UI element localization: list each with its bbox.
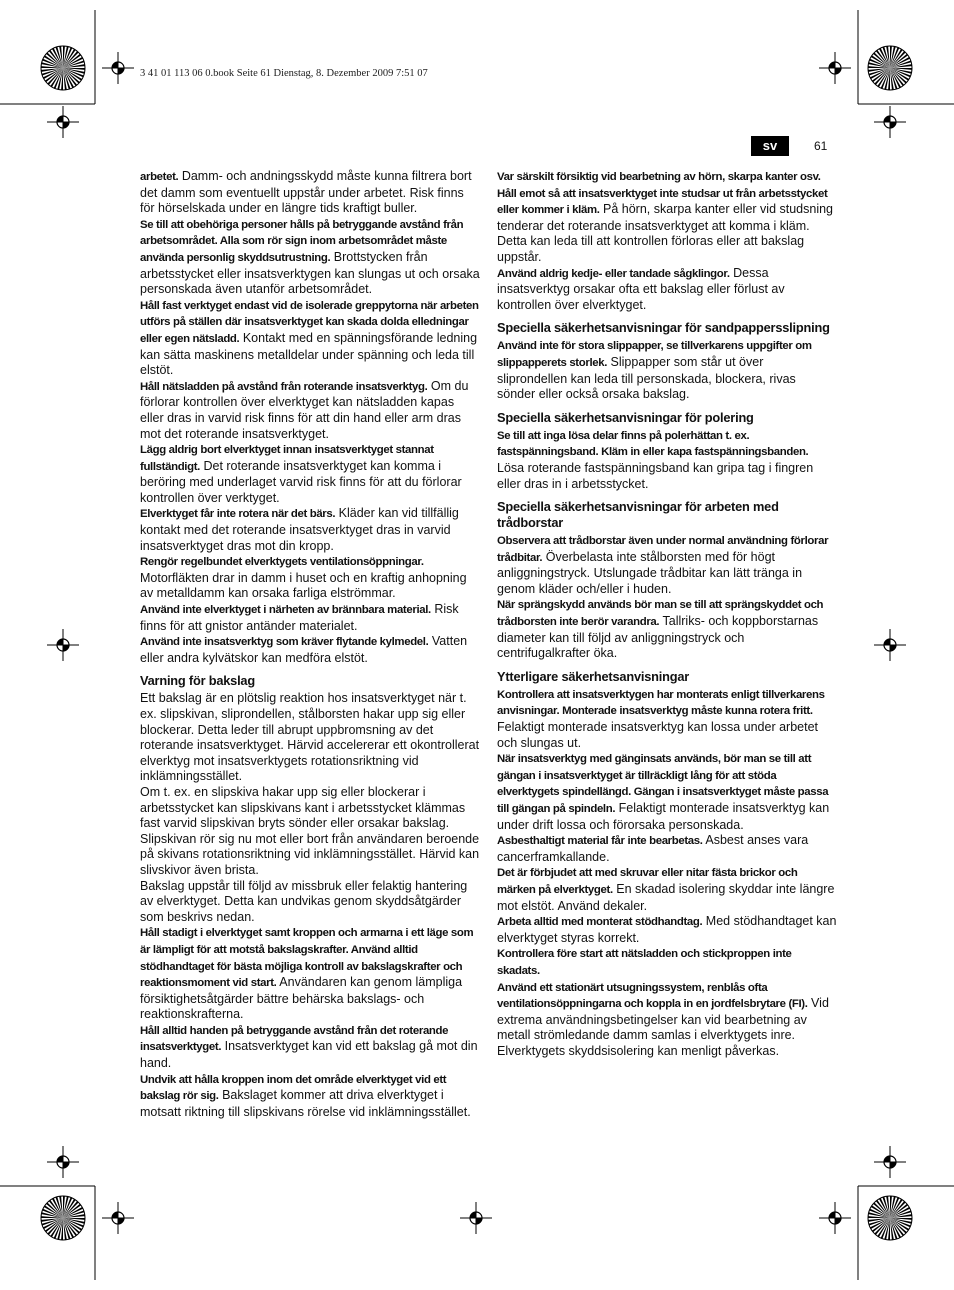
paragraph-lead: Var särskilt försiktig vid bearbetning av hörn, skarpa kanter osv. Håll emot så att insatsverktyget inte studsar ut från arbetsstycket eller kommer i kläm.	[497, 171, 828, 217]
paragraph-body: Användaren kan genom lämpliga försiktighetsåtgärder bättre behärska bakslags- och reaktionskrafterna.	[140, 975, 463, 1022]
paragraph-body: Ett bakslag är en plötslig reaktion hos insatsverktyget när t. ex. slipskivan, sliprondellen, stålborsten hakar upp sig eller blockerar. Detta leder till abrupt uppbromsning av det roterande insatsverktyget. Härvid accelererar ett okontrollerat elverktyg mot insatsverktygets rotationsriktning vid inklämningsstället.	[140, 691, 480, 784]
paragraph-lead: Asbesthaltigt material får inte bearbetas.	[497, 835, 703, 848]
paragraph-lead: Använd ett stationärt utsugningssystem, renblås ofta ventilationsöppningarna och koppla in en jordfelsbrytare (FI).	[497, 981, 808, 1011]
paragraph-lead: Använd inte insatsverktyg som kräver flytande kylmedel.	[140, 636, 429, 649]
book-header-line: 3 41 01 113 06 0.book Seite 61 Dienstag, 8. Dezember 2009 7:51 07	[140, 68, 428, 79]
starburst-mark	[41, 46, 85, 90]
starburst-mark	[41, 1196, 85, 1240]
paragraph-body: Om t. ex. en slipskiva hakar upp sig eller blockerar i arbetsstycket kan slipskivans kant i arbetsstycket klämmas fast varvid slipskivan bryts sönder eller orsakar bakslag. Slipskivan rör sig nu mot eller bort från användaren beroende på skivans rotationsriktning vid inklämningsstället. Härvid kan slivskivor även brista.	[140, 784, 480, 877]
paragraph-lead: Håll stadigt i elverktyget samt kroppen och armarna i ett läge som är lämpligt för att motstå bakslagskrafter. Använd alltid stödhandtaget för bästa möjliga kontroll av bakslagskrafter och reaktionsmoment vid start.	[140, 927, 474, 990]
paragraph	[497, 428, 837, 492]
paragraph-body: Risk finns för att gnistor antänder materialet.	[140, 602, 459, 633]
paragraph-body: Det roterande insatsverktyget kan komma i beröring med underlaget varvid risk finns för att du förlorar kontrollen över verktyget.	[140, 458, 462, 505]
paragraph-body: Vid extrema användningsbetingelser kan vid bearbetning av metall strömledande damm samlas i elverktygets inre. Elverktygets skyddsisolering kan menligt påverkas.	[497, 996, 829, 1058]
paragraph	[497, 338, 837, 402]
paragraph-lead: Observera att trådborstar även under normal användning förlorar trådbitar.	[497, 535, 829, 564]
paragraph-body: Lösa roterande fastspänningsband kan gripa tag i fingren eller dras in i arbetsstycket.	[497, 460, 814, 491]
paragraph-body: Bakslaget kommer att driva elverktyget i motsatt riktning till slipskivans rörelse vid inklämningsstället.	[140, 1088, 471, 1119]
paragraph	[140, 442, 480, 506]
paragraph-lead: När insatsverktyg med gänginsats används, bör man se till att gängan i insatsverktyget är tillräckligt lång för att stöda elverktygets spindellängd. Gängan i insatsverktyget måste passa till gängan på spindeln.	[497, 753, 829, 815]
paragraph	[497, 833, 837, 865]
paragraph	[497, 687, 837, 751]
paragraph-body: Om du förlorar kontrollen över elverktyget kan nätsladden kapas eller dras in varvid risk finns för att din hand eller arm dras mot det roterande insatsverktyget.	[140, 378, 469, 441]
paragraph	[140, 1072, 480, 1121]
paragraph	[497, 865, 837, 914]
paragraph-lead: Håll nätsladden på avstånd från roterande insatsverktyg.	[140, 380, 428, 393]
paragraph-body: Insatsverktyget kan vid ett bakslag gå mot din hand.	[140, 1039, 478, 1071]
paragraph-body: Brottstycken från arbetsstycket eller insatsverktygen kan slungas ut och orsaka personskada även utanför arbetsområdet.	[140, 249, 480, 297]
paragraph	[140, 379, 480, 442]
paragraph	[497, 946, 837, 979]
paragraph-lead: Kontrollera före start att nätsladden och stickproppen inte skadats.	[497, 948, 792, 977]
paragraph-lead: Håll alltid handen på betryggande avstånd från det roterande insatsverktyget.	[140, 1024, 449, 1054]
paragraph-body: Motorfläkten drar in damm i huset och en kraftig anhopning av metalldamm kan orsaka farliga elströmmar.	[140, 570, 467, 601]
paragraph-body: På hörn, skarpa kanter eller vid studsning tenderar det roterande insatsverktyget att komma i kläm. Detta kan leda till att kontrollen förloras eller att bakslag uppstår.	[497, 202, 834, 264]
paragraph-lead: Arbeta alltid med monterat stödhandtag.	[497, 916, 703, 929]
paragraph	[140, 554, 480, 602]
paragraph-body: Med stödhandtaget kan elverktyget styras korrekt.	[497, 914, 837, 945]
paragraph	[140, 169, 480, 217]
paragraph	[497, 751, 837, 833]
paragraph	[497, 914, 837, 946]
paragraph	[140, 785, 480, 879]
paragraph-lead: Kontrollera att insatsverktygen har monterats enligt tillverkarens anvisningar. Monterade insatsverktyg måste kunna rotera fritt.	[497, 688, 825, 718]
paragraph	[140, 602, 480, 634]
paragraph-lead: arbetet.	[140, 171, 179, 183]
left-text-column	[140, 169, 480, 1120]
paragraph-body: Dessa insatsverktyg orsakar ofta ett bakslag eller förlust av kontrollen över elverktyget.	[497, 265, 785, 312]
paragraph-body: Kontakt med en spänningsförande ledning kan sätta maskinens metalldelar under spänning och leda till elstöt.	[140, 330, 478, 378]
paragraph-lead: Det är förbjudet att med skruvar eller nitar fästa brickor och märken på elverktyget.	[497, 867, 798, 896]
paragraph-lead: Använd aldrig kedje- eller tandade sågklingor.	[497, 267, 730, 280]
paragraph-body: Felaktigt monterade insatsverktyg kan lossa under arbetet och slungas ut.	[497, 720, 819, 750]
paragraph-lead: Använd inte för stora slippapper, se tillverkarens uppgifter om slippapperets storlek.	[497, 340, 812, 369]
paragraph-lead: Håll fast verktyget endast vid de isolerade greppytorna när arbeten utförs på ställen där insatsverktyget kan skada dolda elledningar eller egen nätsladd.	[140, 299, 479, 345]
paragraph	[497, 597, 837, 661]
paragraph-body: Felaktigt monterade insatsverktyg kan under drift lossa och förorsaka personskada.	[497, 801, 830, 832]
language-tab: sv	[751, 136, 789, 156]
paragraph-body: Damm- och andningsskydd måste kunna filtrera bort det damm som eventuellt uppstår under arbetet. Risk finns för hörselskada under en längre tids kraftigt buller.	[140, 169, 472, 216]
paragraph	[497, 980, 837, 1060]
paragraph-lead: Se till att obehöriga personer hålls på betryggande avstånd från arbetsområdet. Alla som rör sign inom arbetsområdet måste använda personlig skyddsutrustning.	[140, 218, 464, 264]
paragraph	[140, 298, 480, 379]
section-heading: Speciella säkerhetsanvisningar för arbeten med trådborstar	[497, 499, 779, 531]
paragraph	[497, 169, 837, 266]
paragraph-body: Kläder kan vid tillfällig kontakt med det roterande insatsverktyget dras in varvid insatsverktyget dras mot din kropp.	[140, 506, 459, 553]
section-heading: Speciella säkerhetsanvisningar för sandpappersslipning	[497, 320, 830, 336]
paragraph	[140, 506, 480, 554]
section-heading: Varning för bakslag	[140, 673, 255, 689]
paragraph-lead: Elverktyget får inte rotera när det bärs.	[140, 508, 336, 521]
paragraph-lead: Använd inte elverktyget i närheten av brännbara material.	[140, 604, 431, 617]
paragraph-body: Bakslag uppstår till följd av missbruk eller felaktig hantering av elverktyget. Detta kan undvikas genom skyddsåtgärder som beskrivs nedan.	[140, 878, 468, 924]
starburst-mark	[868, 1196, 912, 1240]
paragraph	[497, 533, 837, 597]
paragraph	[140, 634, 480, 666]
paragraph-lead: Se till att inga lösa delar finns på polerhättan t. ex. fastspänningsband. Kläm in eller kapa fastspänningsbanden.	[497, 429, 809, 459]
paragraph-lead: Lägg aldrig bort elverktyget innan insatsverktyget stannat fullständigt.	[140, 444, 434, 473]
paragraph-body: Slippapper som står ut över sliprondellen kan leda till personskada, blockera, rivas sönder eller också orsaka bakslag.	[497, 354, 796, 402]
paragraph-body: En skadad isolering skyddar inte längre mot elstöt. Använd dekaler.	[497, 881, 835, 913]
paragraph-body: Vatten eller andra kylvätskor kan medföra elstöt.	[140, 634, 468, 665]
section-heading: Ytterligare säkerhetsanvisningar	[497, 668, 690, 684]
paragraph-body: Överbelasta inte stålborsten med för högt anliggningstryck. Utslungade trådbitar kan lätt tränga in genom kläder och/eller i huden.	[497, 549, 803, 596]
starburst-mark	[868, 46, 912, 90]
paragraph-lead: Rengör regelbundet elverktygets ventilationsöppningar.	[140, 556, 424, 569]
paragraph	[497, 266, 837, 314]
paragraph-lead: När sprängskydd används bör man se till att sprängskyddet och trådborsten inte berör varandra.	[497, 599, 824, 629]
paragraph-body: Asbest anses vara cancerframkallande.	[497, 833, 809, 864]
paragraph	[140, 925, 480, 1023]
paragraph	[140, 217, 480, 298]
paragraph-lead: Undvik att hålla kroppen inom det område elverktyget vid ett bakslag rör sig.	[140, 1073, 447, 1103]
paragraph-body: Tallriks- och koppborstarnas diameter kan till följd av anliggningstryck och centrifugalkrafter öka.	[497, 614, 819, 661]
section-heading: Speciella säkerhetsanvisningar för polering	[497, 409, 754, 425]
paragraph	[140, 691, 480, 785]
page-number: 61	[814, 139, 828, 153]
paragraph	[140, 1023, 480, 1072]
paragraph	[140, 879, 480, 926]
right-text-column	[497, 169, 837, 1060]
